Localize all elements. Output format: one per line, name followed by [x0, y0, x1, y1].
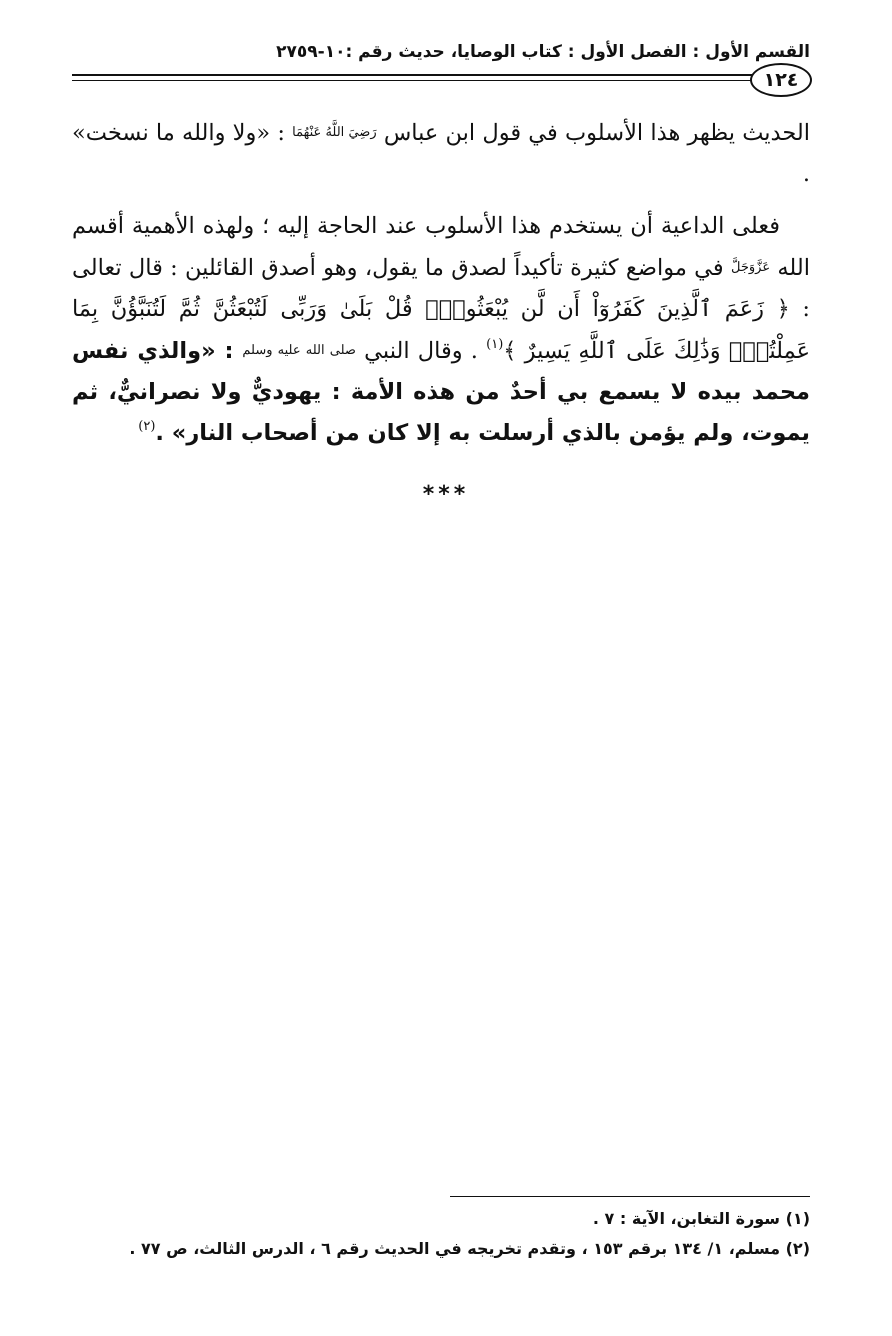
honorific-azza-wajal: عَزَّوَجَلَّ	[730, 260, 771, 275]
running-header: القسم الأول : الفصل الأول : كتاب الوصايا، حديث رقم :١٠-٢٧٥٩	[276, 42, 810, 62]
page-number-badge: ١٢٤	[750, 63, 812, 97]
footnote-2: (٢) مسلم، ١/ ١٣٤ برقم ١٥٣ ، وتقدم تخريجه في الحديث رقم ٦ ، الدرس الثالث، ص ٧٧ .	[129, 1239, 810, 1258]
section-separator: ***	[422, 482, 470, 507]
paragraph-1-quote: : «ولا والله ما نسخت» .	[72, 120, 810, 187]
paragraph-2-text-b: في مواضع كثيرة تأكيداً لصدق ما يقول، وهو أصدق القائلين : قال تعالى :	[72, 255, 811, 322]
honorific-salla-allahu: صلى الله عليه وسلم	[242, 343, 356, 358]
hadith-quote: : «والذي نفس محمد بيده لا يسمع بي أحدٌ من هذه الأمة : يهوديٌّ ولا نصرانيٌّ، ثم يموت، ولم يؤمن بالذي أرسلت به إلا كان من أصحاب النار» .	[72, 338, 810, 446]
quran-verse: ﴿ زَعَمَ ٱلَّذِينَ كَفَرُوٓاْ أَن لَّن يُبْعَثُواْۚ قُلْ بَلَىٰ وَرَبِّى لَتُبْعَثُنَّ ثُمَّ لَتُنَبَّؤُنَّ بِمَا عَمِلْتُمْۚ وَذَٰلِكَ عَلَى ٱللَّهِ يَسِيرٌ ﴾	[72, 296, 811, 364]
header-rule	[72, 74, 762, 81]
honorific-radiallahu: رَضِيَ اللَّهُ عَنْهُمَا	[292, 125, 377, 140]
paragraph-2	[72, 206, 810, 454]
footnote-ref-2: (٢)	[138, 419, 156, 434]
paragraph-2-text-c: . وقال النبي	[355, 338, 487, 364]
main-text	[72, 112, 810, 454]
paragraph-1	[72, 112, 810, 195]
paragraph-1-text: الحديث يظهر هذا الأسلوب في قول ابن عباس	[376, 120, 810, 146]
footnote-ref-1: (١)	[486, 337, 504, 352]
footnotes	[70, 1204, 810, 1264]
paragraph-2-text-a: فعلى الداعية أن يستخدم هذا الأسلوب عند الحاجة إليه ؛ ولهذه الأهمية أقسم الله	[72, 213, 810, 281]
footnote-1: (١) سورة التغابن، الآية : ٧ .	[592, 1209, 810, 1228]
footnote-rule	[450, 1196, 810, 1197]
